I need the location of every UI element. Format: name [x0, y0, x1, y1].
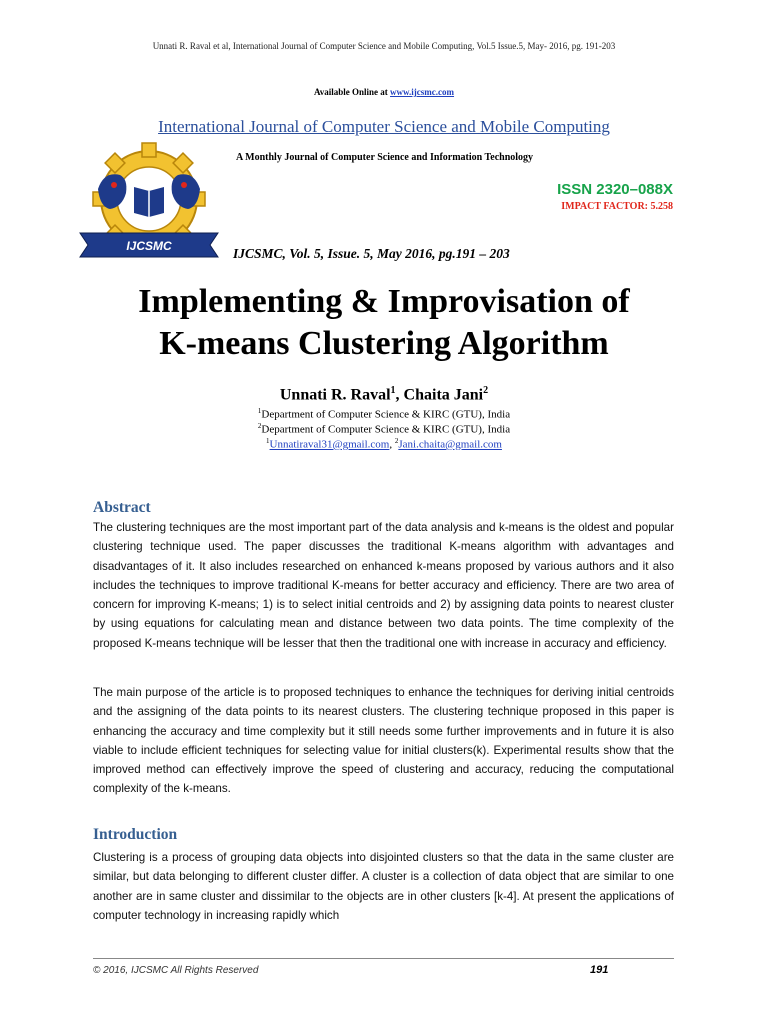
- available-label: Available Online at: [313, 87, 391, 97]
- affiliation-2-text: Department of Computer Science & KIRC (GTU), India: [261, 423, 511, 436]
- email-separator: ,: [389, 438, 395, 451]
- email-1-link[interactable]: Unnatiraval31@gmail.com: [269, 438, 390, 451]
- footer-copyright: © 2016, IJCSMC All Rights Reserved: [93, 965, 259, 976]
- paper-title-line-2: K-means Clustering Algorithm: [159, 325, 609, 362]
- volume-line: IJCSMC, Vol. 5, Issue. 5, May 2016, pg.191 – 203: [233, 246, 510, 261]
- affiliation-1: [0, 407, 768, 421]
- paper-title-line-1: Implementing & Improvisation of: [138, 283, 630, 320]
- author-separator: ,: [395, 386, 404, 404]
- page-number: 191: [590, 964, 609, 976]
- abstract-paragraph-1: The clustering techniques are the most important part of the data analysis and k-means is the oldest and popular clustering technique used. The paper discusses the traditional K-means algorithm with advantages and disadvantages of it. It also includes researched on enhanced k-means proposed by various authors and it also includes the techniques to improve traditional K-means for better accuracy and efficiency. There are two area of concern for improving K-means; 1) is to select initial centroids and 2) by assigning data points to nearest cluster by using equations for calculating mean and distance between two data points. The time complexity of the proposed K-means technique will be lesser that then the traditional one with increase in accuracy and efficiency.: [93, 521, 674, 650]
- email-1-sup: 1: [266, 437, 270, 445]
- journal-logo: [74, 141, 224, 265]
- affiliation-2: [0, 422, 768, 436]
- affiliation-2-sup: 2: [257, 422, 262, 430]
- running-header: Unnati R. Raval et al, International Journal of Computer Science and Mobile Computing, Vol.5 Issue.5, May- 2016, pg. 191-203: [152, 41, 616, 51]
- book-icon: [134, 187, 164, 217]
- footer-divider: [93, 958, 674, 959]
- author-1: Unnati R. Raval: [279, 386, 391, 404]
- email-2-link[interactable]: Jani.chaita@gmail.com: [398, 438, 502, 451]
- affiliation-1-sup: 1: [257, 407, 262, 415]
- paper-title: [0, 281, 768, 365]
- journal-name-link[interactable]: International Journal of Computer Science and Mobile Computing: [158, 117, 610, 136]
- author-2-sup: 2: [483, 385, 489, 396]
- authors: [0, 385, 768, 404]
- author-1-sup: 1: [390, 385, 396, 396]
- issn: ISSN 2320–088X: [557, 181, 673, 198]
- author-2: Chaita Jani: [403, 386, 484, 404]
- author-emails: [0, 437, 768, 451]
- introduction-paragraph-1: Clustering is a process of grouping data objects into disjointed clusters so that the data in the same cluster are similar, but data belonging to different cluster differ. A cluster is a collection of data object that are similar to one another are in same cluster and dissimilar to the objects are in other clusters [k-4]. At present the applications of computer technology in increasing rapidly which: [93, 851, 674, 922]
- impact-factor: IMPACT FACTOR: 5.258: [561, 201, 673, 212]
- logo-text: IJCSMC: [126, 239, 172, 253]
- abstract-heading: Abstract: [93, 499, 151, 516]
- journal-tagline: A Monthly Journal of Computer Science and Information Technology: [236, 152, 534, 163]
- available-online-line: [0, 87, 768, 97]
- logo-banner: [80, 233, 218, 257]
- email-2-sup: 2: [394, 437, 399, 445]
- abstract-paragraph-2: The main purpose of the article is to proposed techniques to enhance the techniques for deriving initial centroids and the assigning of the data points to its nearest clusters. The clustering technique proposed in this paper is enhancing the accuracy and time complexity but it still needs some further improvements and in future it is also viable to include efficient techniques for selecting value for initial clusters(k). Experimental results show that the improved method can effectively improve the speed of clustering and accuracy, reducing the computational complexity of the k-means.: [93, 686, 674, 796]
- introduction-heading: Introduction: [93, 826, 178, 843]
- affiliation-1-text: Department of Computer Science & KIRC (GTU), India: [261, 408, 511, 421]
- journal-website-link[interactable]: www.ijcsmc.com: [390, 87, 455, 97]
